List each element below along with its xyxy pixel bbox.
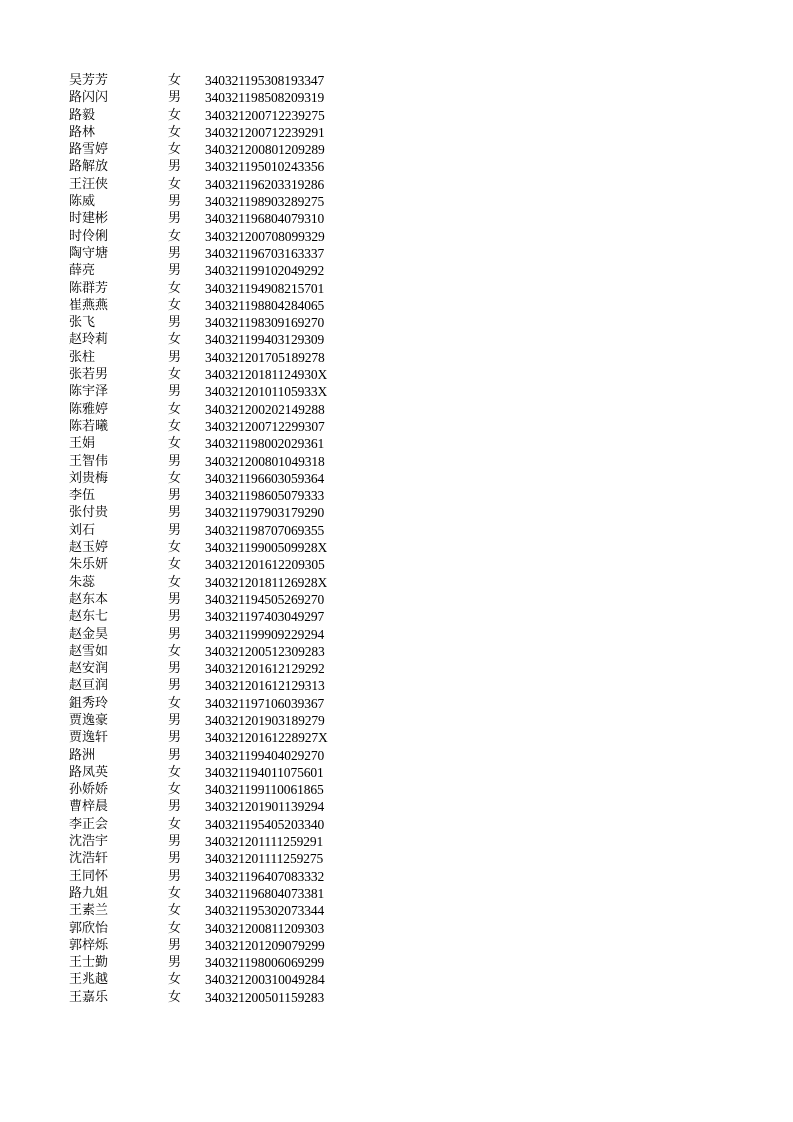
table-row (0, 72, 793, 89)
id-number-cell: 340321199404029270 (205, 747, 325, 763)
gender-cell: 男 (168, 453, 182, 469)
gender-cell: 男 (168, 678, 182, 694)
table-row (0, 331, 793, 348)
gender-cell: 男 (168, 868, 182, 884)
table-row (0, 868, 793, 885)
id-number-cell: 34032120161228927X (205, 730, 328, 746)
id-number-cell: 340321198804284065 (205, 297, 325, 313)
gender-cell: 男 (168, 834, 182, 850)
id-number-cell: 340321200501159283 (205, 989, 325, 1005)
table-row (0, 522, 793, 539)
name-cell: 吴芳芳 (69, 73, 109, 88)
name-cell: 赵玲莉 (69, 332, 109, 348)
id-number-cell: 340321200712239291 (205, 124, 325, 140)
table-row (0, 280, 793, 297)
gender-cell: 女 (168, 989, 182, 1005)
name-cell: 王娟 (69, 436, 96, 452)
name-cell: 鉏秀玲 (69, 695, 109, 711)
id-number-cell: 340321200712299307 (205, 418, 325, 434)
gender-cell: 女 (168, 297, 182, 313)
name-cell: 路闪闪 (69, 90, 109, 106)
table-row (0, 764, 793, 781)
id-number-cell: 340321200801049318 (205, 453, 325, 469)
table-row (0, 902, 793, 919)
gender-cell: 男 (168, 937, 182, 953)
gender-cell: 男 (168, 211, 182, 227)
id-number-cell: 340321201111259275 (205, 851, 324, 867)
table-row (0, 435, 793, 452)
id-number-cell: 340321196203319286 (205, 176, 325, 192)
gender-cell: 男 (168, 194, 182, 210)
name-cell: 王汪侠 (69, 176, 109, 192)
id-number-cell: 34032120181124930X (205, 367, 328, 383)
id-number-cell: 340321194505269270 (205, 591, 325, 607)
table-row (0, 608, 793, 625)
name-cell: 崔燕燕 (69, 297, 109, 313)
name-cell: 刘石 (69, 522, 96, 538)
id-number-cell: 340321196603059364 (205, 470, 325, 486)
name-cell: 陶守塘 (69, 245, 109, 261)
table-row (0, 262, 793, 279)
name-cell: 张柱 (69, 349, 96, 365)
name-cell: 赵安润 (69, 661, 109, 677)
name-cell: 时伶俐 (69, 228, 109, 244)
name-cell: 郭欣怡 (69, 920, 109, 936)
table-row (0, 729, 793, 746)
name-cell: 张飞 (69, 315, 96, 331)
name-cell: 张付贵 (69, 505, 109, 521)
name-cell: 郭梓烁 (69, 937, 109, 953)
name-cell: 赵东七 (69, 609, 109, 625)
table-row (0, 816, 793, 833)
table-row (0, 89, 793, 106)
table-row (0, 643, 793, 660)
table-row (0, 747, 793, 764)
name-cell: 陈宇泽 (69, 384, 109, 400)
table-row (0, 971, 793, 988)
gender-cell: 男 (168, 488, 182, 504)
id-number-cell: 340321200310049284 (205, 972, 325, 988)
id-number-cell: 34032119900509928X (205, 540, 328, 556)
gender-cell: 男 (168, 955, 182, 971)
id-number-cell: 340321198002029361 (205, 436, 325, 452)
gender-cell: 男 (168, 851, 182, 867)
name-cell: 陈雅婷 (69, 401, 109, 417)
name-cell: 赵雪如 (69, 643, 109, 659)
name-cell: 路雪婷 (69, 142, 109, 158)
name-cell: 孙娇娇 (69, 782, 109, 798)
gender-cell: 女 (168, 903, 182, 919)
gender-cell: 男 (168, 747, 182, 763)
id-number-cell: 340321201612129313 (205, 678, 325, 694)
table-row (0, 158, 793, 175)
gender-cell: 男 (168, 315, 182, 331)
gender-cell: 女 (168, 142, 182, 158)
gender-cell: 女 (168, 643, 182, 659)
name-cell: 刘贵梅 (69, 470, 109, 486)
id-number-cell: 340321195308193347 (205, 73, 325, 88)
name-cell: 贾逸轩 (69, 730, 109, 746)
name-cell: 王素兰 (69, 903, 109, 919)
gender-cell: 男 (168, 263, 182, 279)
gender-cell: 女 (168, 764, 182, 780)
table-row (0, 937, 793, 954)
gender-cell: 男 (168, 90, 182, 106)
table-row (0, 989, 793, 1006)
table-row (0, 176, 793, 193)
table-row (0, 193, 793, 210)
name-cell: 路凤英 (69, 764, 109, 780)
id-number-cell: 34032120181126928X (205, 574, 328, 590)
name-cell: 时建彬 (69, 211, 109, 227)
table-row (0, 245, 793, 262)
gender-cell: 女 (168, 176, 182, 192)
name-cell: 赵东本 (69, 591, 109, 607)
id-number-cell: 340321198309169270 (205, 315, 325, 331)
table-row (0, 885, 793, 902)
gender-cell: 女 (168, 920, 182, 936)
gender-cell: 女 (168, 367, 182, 383)
table-row (0, 556, 793, 573)
id-number-cell: 340321201612209305 (205, 557, 325, 573)
gender-cell: 男 (168, 159, 182, 175)
id-number-cell: 340321196703163337 (205, 245, 325, 261)
id-number-cell: 340321201705189278 (205, 349, 325, 365)
id-number-cell: 340321200811209303 (205, 920, 325, 936)
id-number-cell: 340321198006069299 (205, 955, 325, 971)
id-number-cell: 340321198903289275 (205, 194, 325, 210)
gender-cell: 男 (168, 522, 182, 538)
gender-cell: 女 (168, 124, 182, 140)
id-number-cell: 340321196804079310 (205, 211, 325, 227)
gender-cell: 男 (168, 505, 182, 521)
table-row (0, 833, 793, 850)
table-row (0, 228, 793, 245)
gender-cell: 男 (168, 591, 182, 607)
table-row (0, 124, 793, 141)
table-row (0, 677, 793, 694)
gender-cell: 男 (168, 349, 182, 365)
name-cell: 曹梓晨 (69, 799, 109, 815)
gender-cell: 男 (168, 799, 182, 815)
gender-cell: 女 (168, 782, 182, 798)
gender-cell: 男 (168, 609, 182, 625)
id-number-cell: 340321198605079333 (205, 488, 325, 504)
table-row (0, 210, 793, 227)
table-row (0, 660, 793, 677)
gender-cell: 男 (168, 245, 182, 261)
roster-sheet (0, 72, 793, 1006)
id-number-cell: 340321201901139294 (205, 799, 325, 815)
name-cell: 路洲 (69, 747, 96, 763)
gender-cell: 女 (168, 574, 182, 590)
id-number-cell: 340321198508209319 (205, 90, 325, 106)
table-row (0, 539, 793, 556)
id-number-cell: 340321199102049292 (205, 263, 325, 279)
name-cell: 王兆越 (69, 972, 109, 988)
name-cell: 薛亮 (69, 263, 96, 279)
name-cell: 陈威 (69, 194, 96, 210)
table-row (0, 107, 793, 124)
name-cell: 贾逸豪 (69, 712, 109, 728)
id-number-cell: 34032120101105933X (205, 384, 328, 400)
name-cell: 王智伟 (69, 453, 109, 469)
id-number-cell: 340321197106039367 (205, 695, 325, 711)
id-number-cell: 340321196407083332 (205, 868, 325, 884)
gender-cell: 女 (168, 418, 182, 434)
name-cell: 李正会 (69, 816, 109, 832)
name-cell: 陈若曦 (69, 418, 109, 434)
gender-cell: 女 (168, 228, 182, 244)
id-number-cell: 340321198707069355 (205, 522, 325, 538)
id-number-cell: 340321194011075601 (205, 764, 324, 780)
name-cell: 赵亘润 (69, 678, 109, 694)
id-number-cell: 340321201111259291 (205, 834, 324, 850)
id-number-cell: 340321201209079299 (205, 937, 325, 953)
name-cell: 赵玉婷 (69, 540, 109, 556)
name-cell: 朱蕊 (69, 574, 96, 590)
id-number-cell: 340321199403129309 (205, 332, 325, 348)
id-number-cell: 340321201612129292 (205, 661, 325, 677)
table-row (0, 574, 793, 591)
gender-cell: 女 (168, 73, 182, 88)
table-row (0, 712, 793, 729)
gender-cell: 女 (168, 332, 182, 348)
table-row (0, 418, 793, 435)
id-number-cell: 340321197903179290 (205, 505, 325, 521)
table-row (0, 383, 793, 400)
name-cell: 张若男 (69, 367, 109, 383)
gender-cell: 女 (168, 557, 182, 573)
table-row (0, 504, 793, 521)
id-number-cell: 340321195405203340 (205, 816, 325, 832)
table-row (0, 591, 793, 608)
table-row (0, 850, 793, 867)
name-cell: 路林 (69, 124, 96, 140)
table-row (0, 366, 793, 383)
id-number-cell: 340321200712239275 (205, 107, 325, 123)
name-cell: 沈浩宇 (69, 834, 109, 850)
name-cell: 沈浩轩 (69, 851, 109, 867)
gender-cell: 男 (168, 661, 182, 677)
id-number-cell: 340321201903189279 (205, 712, 325, 728)
name-cell: 王嘉乐 (69, 989, 109, 1005)
name-cell: 赵金昊 (69, 626, 109, 642)
gender-cell: 女 (168, 885, 182, 901)
gender-cell: 女 (168, 401, 182, 417)
gender-cell: 女 (168, 972, 182, 988)
gender-cell: 男 (168, 712, 182, 728)
gender-cell: 男 (168, 626, 182, 642)
gender-cell: 男 (168, 384, 182, 400)
id-number-cell: 340321195302073344 (205, 903, 325, 919)
gender-cell: 男 (168, 730, 182, 746)
name-cell: 路九姐 (69, 885, 109, 901)
table-row (0, 349, 793, 366)
id-number-cell: 340321195010243356 (205, 159, 325, 175)
id-number-cell: 340321200708099329 (205, 228, 325, 244)
name-cell: 路解放 (69, 159, 109, 175)
id-number-cell: 340321196804073381 (205, 885, 325, 901)
gender-cell: 女 (168, 816, 182, 832)
name-cell: 朱乐妍 (69, 557, 109, 573)
table-row (0, 453, 793, 470)
gender-cell: 女 (168, 695, 182, 711)
id-number-cell: 340321200202149288 (205, 401, 325, 417)
id-number-cell: 340321200512309283 (205, 643, 325, 659)
table-row (0, 954, 793, 971)
gender-cell: 女 (168, 107, 182, 123)
table-row (0, 141, 793, 158)
gender-cell: 女 (168, 280, 182, 296)
table-row (0, 920, 793, 937)
name-cell: 陈群芳 (69, 280, 109, 296)
id-number-cell: 340321194908215701 (205, 280, 325, 296)
table-row (0, 487, 793, 504)
name-cell: 路毅 (69, 107, 96, 123)
table-row (0, 626, 793, 643)
table-row (0, 695, 793, 712)
table-row (0, 470, 793, 487)
id-number-cell: 340321197403049297 (205, 609, 325, 625)
name-cell: 李伍 (69, 488, 96, 504)
gender-cell: 女 (168, 470, 182, 486)
name-cell: 王同怀 (69, 868, 109, 884)
table-row (0, 297, 793, 314)
gender-cell: 女 (168, 540, 182, 556)
id-number-cell: 340321199110061865 (205, 782, 324, 798)
name-cell: 王士勤 (69, 955, 109, 971)
table-row (0, 314, 793, 331)
table-row (0, 798, 793, 815)
id-number-cell: 340321199909229294 (205, 626, 325, 642)
id-number-cell: 340321200801209289 (205, 142, 325, 158)
gender-cell: 女 (168, 436, 182, 452)
table-row (0, 401, 793, 418)
table-row (0, 781, 793, 798)
